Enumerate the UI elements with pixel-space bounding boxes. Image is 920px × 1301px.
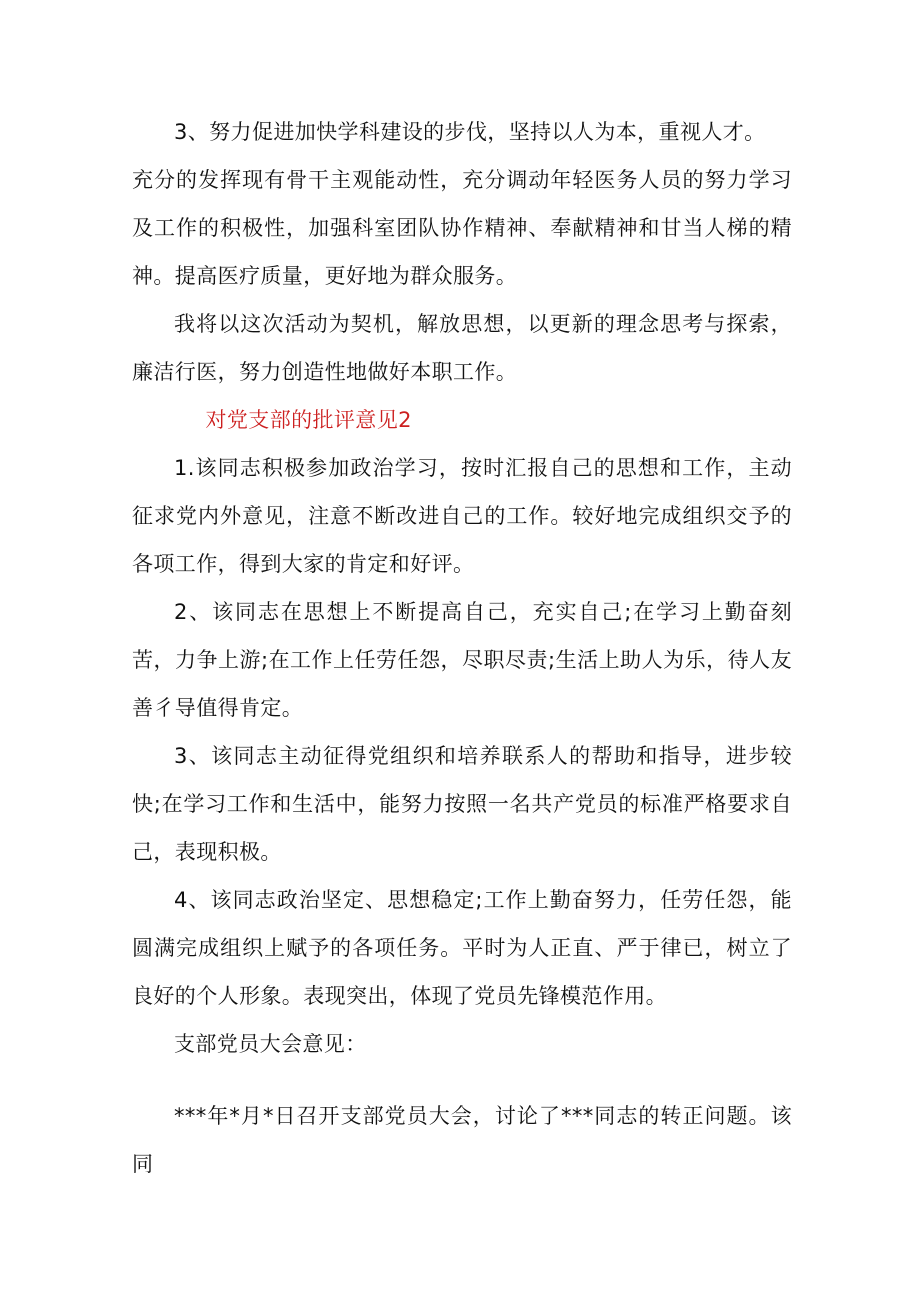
- paragraph-discipline-building: 3、努力促进加快学科建设的步伐，坚持以人为本，重视人才。: [174, 120, 766, 144]
- section-heading: 对党支部的批评意见2: [205, 408, 412, 432]
- paragraph-point-2: 2、该同志在思想上不断提高自己，充实自己;在学习上勤奋刻苦，力争上游;在工作上任劳任怨，尽职尽责;生活上助人为乐，待人友善彳导值得肯定。: [132, 600, 792, 720]
- paragraph-point-1: 1.该同志积极参加政治学习，按时汇报自己的思想和工作，主动征求党内外意见，注意不断改进自己的工作。较好地完成组织交予的各项工作，得到大家的肯定和好评。: [132, 456, 792, 576]
- paragraph-branch-opinion-label: 支部党员大会意见：: [174, 1032, 367, 1056]
- paragraph-branch-meeting: ***年*月*日召开支部党员大会，讨论了***同志的转正问题。该同: [132, 1104, 792, 1176]
- paragraph-staff-motivation: 充分的发挥现有骨干主观能动性，充分调动年轻医务人员的努力学习及工作的积极性，加强科室团队协作精神、奉献精神和甘当人梯的精神。提高医疗质量，更好地为群众服务。: [132, 168, 792, 288]
- paragraph-point-3: 3、该同志主动征得党组织和培养联系人的帮助和指导，进步较快;在学习工作和生活中，能努力按照一名共产党员的标准严格要求自己，表现积极。: [132, 744, 792, 864]
- paragraph-commitment: 我将以这次活动为契机，解放思想，以更新的理念思考与探索，廉洁行医，努力创造性地做好本职工作。: [132, 312, 792, 384]
- paragraph-point-4: 4、该同志政治坚定、思想稳定;工作上勤奋努力，任劳任怨，能圆满完成组织上赋予的各项任务。平时为人正直、严于律已，树立了良好的个人形象。表现突出，体现了党员先锋模范作用。: [132, 888, 792, 1008]
